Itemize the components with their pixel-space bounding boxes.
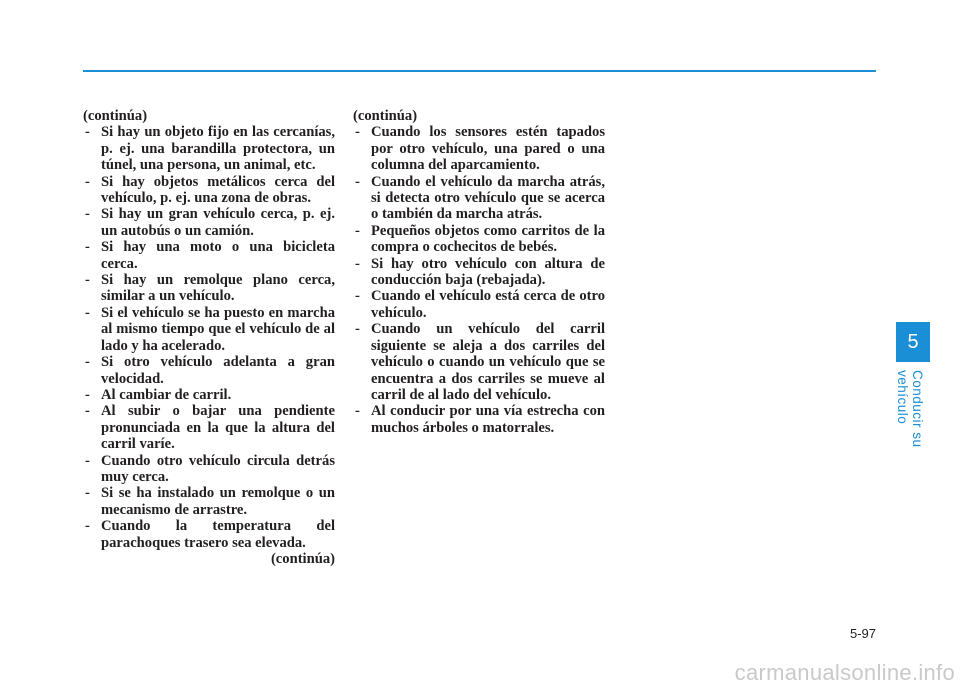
list-item: - Cuando un vehículo del carril siguiente se aleja a dos carriles del vehículo o cuando un vehículo que se encuentra a dos carriles se mueve al carril de al lado del vehículo. [355, 321, 605, 403]
left-continued-footer: (continúa) [270, 550, 335, 567]
list-item: - Si se ha instalado un remolque o un mecanismo de arrastre. [85, 485, 335, 518]
list-item: - Cuando el vehículo da marcha atrás, si detecta otro vehículo que se acerca o también da marcha atrás. [355, 173, 605, 223]
list-item: - Si hay otro vehículo con altura de conducción baja (rebajada). [355, 255, 605, 289]
list-item: - Cuando la temperatura del parachoques trasero sea elevada. [85, 518, 335, 551]
right-continued-heading: (continúa) [353, 108, 418, 124]
list-item: - Pequeños objetos como carritos de la compra o cochecitos de bebés. [355, 222, 605, 256]
watermark: carmanualsonline.info [734, 660, 955, 685]
chapter-tab: 5 [896, 322, 930, 362]
list-item: - Al subir o bajar una pendiente pronunciada en la que la altura del carril varíe. [85, 403, 335, 453]
list-item: - Cuando el vehículo está cerca de otro vehículo. [355, 288, 605, 321]
right-column [353, 108, 605, 436]
right-list [353, 124, 605, 436]
list-item: - Si el vehículo se ha puesto en marcha al mismo tiempo que el vehículo de al lado y ha acelerado. [85, 304, 335, 354]
list-item: - Si hay objetos metálicos cerca del vehículo, p. ej. una zona de obras. [85, 173, 335, 207]
left-list [83, 124, 335, 551]
list-item: - Al cambiar de carril. [85, 386, 232, 403]
list-item: - Cuando los sensores estén tapados por otro vehículo, una pared o una columna del aparcamiento. [355, 124, 605, 174]
chapter-title: Conducir su vehículo [895, 370, 925, 448]
left-continued-heading: (continúa) [83, 108, 148, 124]
left-column [83, 108, 335, 567]
list-item: - Si hay una moto o una bicicleta cerca. [85, 239, 335, 272]
list-item: - Cuando otro vehículo circula detrás muy cerca. [85, 452, 335, 485]
list-item: - Si hay un objeto fijo en las cercanías, p. ej. una barandilla protectora, un túnel, una persona, un animal, etc. [85, 124, 335, 174]
list-item: - Si otro vehículo adelanta a gran velocidad. [85, 354, 335, 387]
list-item: - Al conducir por una vía estrecha con muchos árboles o matorrales. [355, 403, 605, 436]
page-number: 5-97 [849, 626, 876, 641]
list-item: - Si hay un gran vehículo cerca, p. ej. un autobús o un camión. [85, 206, 335, 239]
list-item: - Si hay un remolque plano cerca, similar a un vehículo. [85, 272, 335, 305]
header-rule [83, 70, 876, 72]
